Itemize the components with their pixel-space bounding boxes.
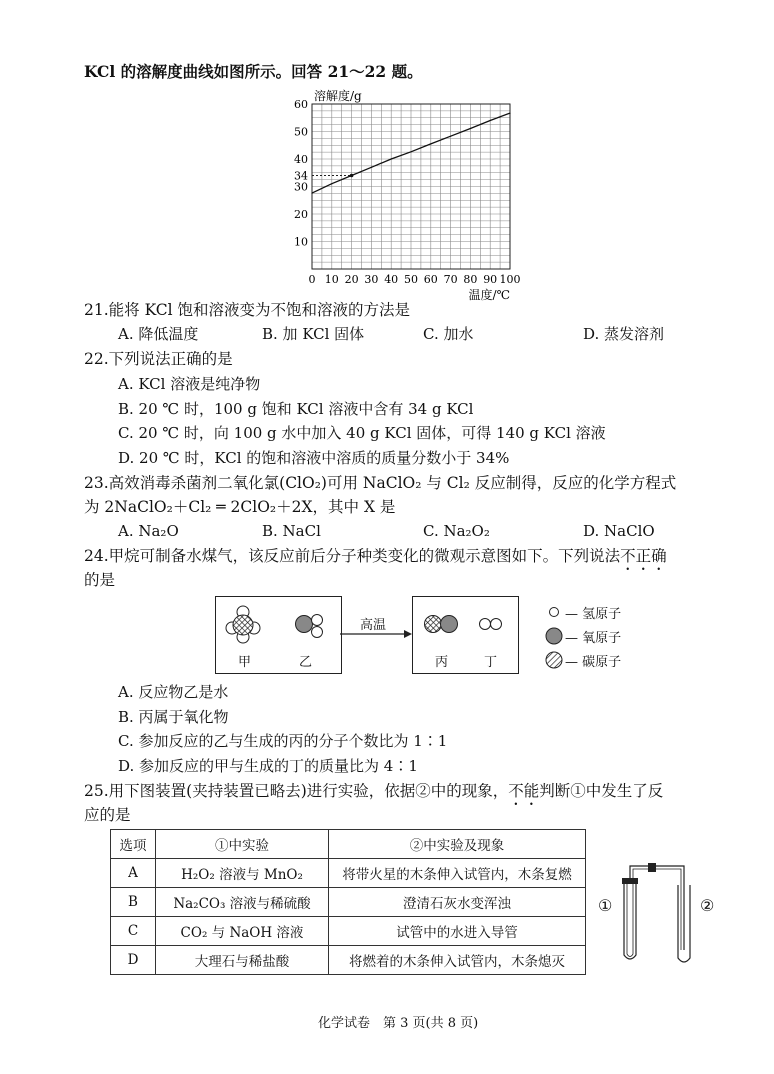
q22-option-b: B. 20 ℃ 时，100 g 饱和 KCl 溶液中含有 34 g KCl — [118, 400, 474, 418]
label-ding: 丁 — [484, 655, 498, 670]
apparatus-label-2: ② — [700, 896, 715, 915]
legend-oxygen: — 氧原子 — [565, 631, 622, 646]
table-row — [111, 917, 586, 946]
hydrogen-atom-icon — [550, 608, 559, 617]
x-tick-label: 10 — [324, 273, 339, 286]
q24-option-c: C. 参加反应的乙与生成的丙的分子个数比为 1∶1 — [118, 732, 448, 750]
table-header: ②中实验及现象 — [329, 830, 586, 859]
apparatus-label-1: ① — [598, 896, 613, 915]
legend-carbon: — 碳原子 — [565, 655, 622, 670]
y-tick-label: 10 — [294, 235, 308, 249]
carbon-monoxide-molecule-icon — [425, 616, 458, 633]
q21-option-c: C. 加水 — [423, 325, 474, 343]
table-header: 选项 — [111, 830, 156, 859]
y-tick-label: 50 — [294, 125, 308, 139]
data-point — [470, 128, 471, 129]
x-tick-label: 0 — [308, 273, 316, 286]
reaction-arrow-icon — [340, 628, 412, 640]
q25-emphasis: 不能 — [508, 782, 540, 800]
q24-stem-line1 — [84, 544, 667, 574]
oxygen-atom-icon — [546, 628, 562, 644]
table-cell: 将带火星的木条伸入试管内，木条复燃 — [329, 859, 586, 888]
table-cell: A — [111, 859, 156, 888]
table-cell: 澄清石灰水变浑浊 — [329, 888, 586, 917]
q23-option-a: A. Na₂O — [118, 522, 179, 540]
x-tick-label: 100 — [499, 273, 521, 286]
q23-option-c: C. Na₂O₂ — [423, 522, 490, 540]
q25-stem-line1 — [84, 779, 663, 809]
water-molecule-icon — [296, 615, 323, 638]
legend-icons — [544, 604, 564, 670]
x-tick-label: 90 — [483, 273, 498, 286]
q23-option-d: D. NaClO — [583, 522, 655, 540]
carbon-atom-icon — [546, 652, 562, 668]
annotation-point — [350, 174, 354, 178]
data-point — [509, 112, 510, 113]
annotation-tick-label: 34 — [294, 169, 308, 183]
q22-stem: 22.下列说法正确的是 — [84, 350, 233, 368]
y-tick-label: 30 — [294, 180, 308, 194]
y-tick-label: 20 — [294, 208, 308, 221]
intro-text: KCl 的溶解度曲线如图所示。回答 21～22 题。 — [84, 62, 423, 81]
product-molecules — [413, 597, 518, 673]
y-tick-label: 40 — [294, 153, 308, 166]
data-point — [371, 167, 372, 168]
data-point — [391, 158, 392, 159]
label-bing: 丙 — [435, 655, 449, 670]
table-header: ①中实验 — [156, 830, 329, 859]
q21-option-b: B. 加 KCl 固体 — [262, 325, 365, 343]
table-cell: D — [111, 946, 156, 975]
page-footer: 化学试卷 第 3 页(共 8 页) — [318, 1016, 479, 1031]
table-cell: H₂O₂ 溶液与 MnO₂ — [156, 859, 329, 888]
q21-stem: 21.能将 KCl 饱和溶液变为不饱和溶液的方法是 — [84, 301, 410, 319]
x-tick-label: 40 — [384, 273, 399, 286]
q22-option-a: A. KCl 溶液是纯净物 — [118, 375, 261, 393]
q24-stem-text: 24.甲烷可制备水煤气，该反应前后分子种类变化的微观示意图如下。下列说法 — [84, 547, 621, 565]
y-axis-label: 溶解度/g — [314, 89, 362, 103]
x-tick-label: 80 — [463, 273, 478, 286]
label-yi: 乙 — [299, 655, 313, 670]
table-cell: Na₂CO₃ 溶液与稀硫酸 — [156, 888, 329, 917]
table-cell: 试管中的水进入导管 — [329, 917, 586, 946]
legend-hydrogen: — 氢原子 — [565, 607, 622, 622]
reactants-box — [215, 596, 342, 674]
table-cell: 将燃着的木条伸入试管内，木条熄灭 — [329, 946, 586, 975]
q24-stem-line2: 的是 — [84, 571, 116, 589]
data-point — [430, 143, 431, 144]
x-tick-label: 70 — [443, 273, 458, 286]
methane-molecule-icon — [226, 606, 260, 643]
table-header-row — [111, 830, 586, 859]
solubility-chart — [282, 86, 532, 301]
q23-stem-line1: 23.高效消毒杀菌剂二氧化氯(ClO₂)可用 NaClO₂ 与 Cl₂ 反应制得，反应的化学方程式 — [84, 474, 677, 492]
table-cell: C — [111, 917, 156, 946]
table-cell: 大理石与稀盐酸 — [156, 946, 329, 975]
data-point — [450, 136, 451, 137]
q25-stem-line2: 应的是 — [84, 806, 131, 824]
table-cell: B — [111, 888, 156, 917]
experiment-table — [110, 829, 586, 975]
q23-stem-line2: 为 2NaClO₂＋Cl₂ ═ 2ClO₂＋2X，其中 X 是 — [84, 498, 396, 516]
table-cell: CO₂ 与 NaOH 溶液 — [156, 917, 329, 946]
q23-option-b: B. NaCl — [262, 522, 321, 540]
x-tick-label: 20 — [344, 273, 359, 286]
data-point — [490, 120, 491, 121]
q24-option-a: A. 反应物乙是水 — [118, 683, 229, 701]
q24-option-d: D. 参加反应的甲与生成的丁的质量比为 4∶1 — [118, 757, 418, 775]
q24-option-b: B. 丙属于氧化物 — [118, 708, 229, 726]
q22-option-d: D. 20 ℃ 时，KCl 的饱和溶液中溶质的质量分数小于 34% — [118, 449, 510, 467]
q21-option-d: D. 蒸发溶剂 — [583, 325, 665, 343]
x-tick-label: 30 — [364, 273, 379, 286]
table-row — [111, 946, 586, 975]
y-tick-label: 60 — [294, 98, 308, 111]
x-tick-label: 60 — [423, 273, 438, 286]
q22-option-c: C. 20 ℃ 时，向 100 g 水中加入 40 g KCl 固体，可得 140 g KCl 溶液 — [118, 424, 606, 442]
q24-emphasis: 不正确 — [620, 547, 667, 565]
reactant-molecules — [216, 597, 341, 673]
label-jia: 甲 — [238, 655, 252, 670]
data-point — [410, 151, 411, 152]
condition-label: 高温 — [360, 618, 387, 633]
data-point — [311, 193, 312, 194]
x-tick-label: 50 — [404, 273, 418, 286]
table-row — [111, 859, 586, 888]
x-axis-label: 温度/℃ — [468, 288, 510, 301]
q25-stem-text-pre: 25.用下图装置(夹持装置已略去)进行实验，依据②中的现象， — [84, 782, 509, 800]
solubility-chart-svg — [282, 86, 532, 301]
q25-stem-text-post: 判断①中发生了反 — [539, 782, 664, 800]
data-point — [331, 183, 332, 184]
products-box — [412, 596, 519, 674]
hydrogen-molecule-icon — [480, 619, 502, 630]
table-row — [111, 888, 586, 917]
q21-option-a: A. 降低温度 — [118, 325, 199, 343]
